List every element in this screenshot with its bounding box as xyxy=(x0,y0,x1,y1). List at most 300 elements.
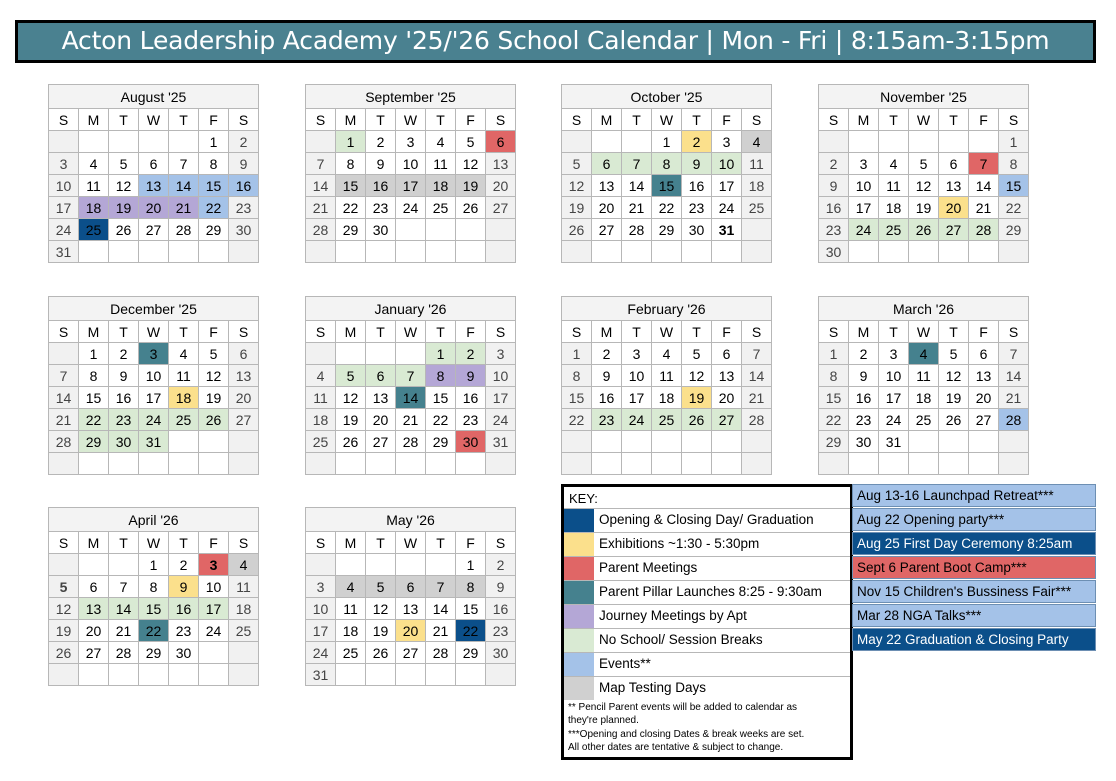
day-cell: 11 xyxy=(229,576,259,598)
month-calendar xyxy=(561,296,772,475)
legend-label: Exhibitions ~1:30 - 5:30pm xyxy=(599,536,760,551)
day-cell: 22 xyxy=(336,197,366,219)
day-cell: 27 xyxy=(396,642,426,664)
legend-swatch xyxy=(564,629,594,652)
day-cell: 25 xyxy=(426,197,456,219)
empty-cell xyxy=(336,241,366,263)
empty-cell xyxy=(879,241,909,263)
weekday-header: M xyxy=(79,109,109,131)
weekday-header: T xyxy=(109,321,139,343)
month-title: November '25 xyxy=(819,85,1029,109)
day-cell: 27 xyxy=(79,642,109,664)
weekday-header: F xyxy=(712,321,742,343)
day-cell: 3 xyxy=(486,343,516,365)
day-cell: 4 xyxy=(79,153,109,175)
empty-cell xyxy=(229,664,259,686)
empty-cell xyxy=(682,241,712,263)
day-cell: 27 xyxy=(969,409,999,431)
day-cell: 30 xyxy=(366,219,396,241)
day-cell: 13 xyxy=(139,175,169,197)
month-title: September '25 xyxy=(306,85,516,109)
empty-cell xyxy=(169,453,199,475)
legend-item xyxy=(564,508,850,532)
weekday-header: S xyxy=(229,321,259,343)
day-cell: 8 xyxy=(199,153,229,175)
day-cell: 23 xyxy=(849,409,879,431)
empty-cell xyxy=(306,343,336,365)
weekday-header: F xyxy=(199,109,229,131)
day-cell: 17 xyxy=(712,175,742,197)
day-cell: 12 xyxy=(366,598,396,620)
event-item xyxy=(852,556,1096,579)
weekday-header: M xyxy=(849,109,879,131)
day-cell: 24 xyxy=(199,620,229,642)
weekday-header: M xyxy=(336,321,366,343)
day-cell: 20 xyxy=(969,387,999,409)
day-cell: 22 xyxy=(426,409,456,431)
day-cell: 9 xyxy=(592,365,622,387)
empty-cell xyxy=(486,453,516,475)
weekday-header: S xyxy=(999,109,1029,131)
day-cell: 21 xyxy=(622,197,652,219)
day-cell: 11 xyxy=(169,365,199,387)
day-cell: 21 xyxy=(396,409,426,431)
month-title: October '25 xyxy=(562,85,772,109)
day-cell: 11 xyxy=(909,365,939,387)
empty-cell xyxy=(879,131,909,153)
day-cell: 3 xyxy=(49,153,79,175)
day-cell: 9 xyxy=(169,576,199,598)
legend-label: Journey Meetings by Apt xyxy=(599,608,747,623)
empty-cell xyxy=(139,453,169,475)
day-cell: 14 xyxy=(426,598,456,620)
weekday-header: W xyxy=(909,109,939,131)
day-cell: 26 xyxy=(49,642,79,664)
day-cell: 28 xyxy=(169,219,199,241)
day-cell: 27 xyxy=(939,219,969,241)
weekday-header: S xyxy=(562,109,592,131)
day-cell: 18 xyxy=(879,197,909,219)
empty-cell xyxy=(139,131,169,153)
day-cell: 18 xyxy=(742,175,772,197)
weekday-header: T xyxy=(169,321,199,343)
legend-label: Opening & Closing Day/ Graduation xyxy=(599,512,814,527)
month-title: May '26 xyxy=(306,508,516,532)
weekday-header: F xyxy=(456,321,486,343)
day-cell: 19 xyxy=(682,387,712,409)
day-cell: 8 xyxy=(336,153,366,175)
empty-cell xyxy=(366,241,396,263)
day-cell: 8 xyxy=(456,576,486,598)
day-cell: 11 xyxy=(79,175,109,197)
day-cell: 1 xyxy=(652,131,682,153)
day-cell: 25 xyxy=(909,409,939,431)
day-cell: 29 xyxy=(199,219,229,241)
empty-cell xyxy=(622,431,652,453)
day-cell: 18 xyxy=(909,387,939,409)
weekday-header: S xyxy=(819,109,849,131)
day-cell: 28 xyxy=(49,431,79,453)
day-cell: 12 xyxy=(456,153,486,175)
day-cell: 31 xyxy=(712,219,742,241)
day-cell: 22 xyxy=(652,197,682,219)
legend-item xyxy=(564,628,850,652)
day-cell: 22 xyxy=(562,409,592,431)
legend-item xyxy=(564,652,850,676)
event-item xyxy=(852,484,1096,507)
weekday-header: F xyxy=(969,109,999,131)
empty-cell xyxy=(622,453,652,475)
day-cell: 26 xyxy=(199,409,229,431)
day-cell: 15 xyxy=(79,387,109,409)
day-cell: 15 xyxy=(819,387,849,409)
weekday-header: F xyxy=(969,321,999,343)
day-cell: 16 xyxy=(229,175,259,197)
weekday-header: W xyxy=(139,109,169,131)
empty-cell xyxy=(652,241,682,263)
empty-cell xyxy=(849,131,879,153)
day-cell: 25 xyxy=(652,409,682,431)
empty-cell xyxy=(909,453,939,475)
weekday-header: M xyxy=(849,321,879,343)
day-cell: 25 xyxy=(79,219,109,241)
weekday-header: T xyxy=(426,109,456,131)
day-cell: 16 xyxy=(682,175,712,197)
legend-swatch xyxy=(564,557,594,580)
empty-cell xyxy=(682,453,712,475)
day-cell: 7 xyxy=(306,153,336,175)
day-cell: 7 xyxy=(426,576,456,598)
legend-label: Map Testing Days xyxy=(599,680,707,695)
day-cell: 3 xyxy=(879,343,909,365)
month-title: April '26 xyxy=(49,508,259,532)
day-cell: 24 xyxy=(139,409,169,431)
day-cell: 15 xyxy=(336,175,366,197)
empty-cell xyxy=(592,131,622,153)
day-cell: 6 xyxy=(79,576,109,598)
day-cell: 6 xyxy=(712,343,742,365)
empty-cell xyxy=(622,241,652,263)
day-cell: 9 xyxy=(366,153,396,175)
empty-cell xyxy=(109,453,139,475)
day-cell: 12 xyxy=(199,365,229,387)
weekday-header: S xyxy=(486,532,516,554)
empty-cell xyxy=(486,219,516,241)
empty-cell xyxy=(49,453,79,475)
day-cell: 20 xyxy=(486,175,516,197)
day-cell: 30 xyxy=(682,219,712,241)
day-cell: 18 xyxy=(306,409,336,431)
weekday-header: W xyxy=(652,109,682,131)
empty-cell xyxy=(562,131,592,153)
day-cell: 24 xyxy=(712,197,742,219)
weekday-header: T xyxy=(879,321,909,343)
day-cell: 4 xyxy=(306,365,336,387)
day-cell: 21 xyxy=(49,409,79,431)
empty-cell xyxy=(306,241,336,263)
day-cell: 23 xyxy=(819,219,849,241)
weekday-header: S xyxy=(486,321,516,343)
day-cell: 29 xyxy=(336,219,366,241)
empty-cell xyxy=(396,453,426,475)
day-cell: 28 xyxy=(622,219,652,241)
day-cell: 12 xyxy=(939,365,969,387)
day-cell: 21 xyxy=(169,197,199,219)
day-cell: 18 xyxy=(169,387,199,409)
weekday-header: T xyxy=(169,109,199,131)
day-cell: 23 xyxy=(592,409,622,431)
empty-cell xyxy=(969,431,999,453)
day-cell: 19 xyxy=(456,175,486,197)
day-cell: 21 xyxy=(742,387,772,409)
day-cell: 22 xyxy=(139,620,169,642)
day-cell: 2 xyxy=(456,343,486,365)
day-cell: 1 xyxy=(562,343,592,365)
empty-cell xyxy=(742,219,772,241)
empty-cell xyxy=(139,664,169,686)
legend-swatch xyxy=(564,581,594,604)
empty-cell xyxy=(426,664,456,686)
day-cell: 19 xyxy=(49,620,79,642)
day-cell: 5 xyxy=(682,343,712,365)
day-cell: 24 xyxy=(849,219,879,241)
day-cell: 30 xyxy=(229,219,259,241)
day-cell: 2 xyxy=(109,343,139,365)
day-cell: 24 xyxy=(486,409,516,431)
empty-cell xyxy=(562,453,592,475)
day-cell: 11 xyxy=(742,153,772,175)
weekday-header: T xyxy=(366,321,396,343)
empty-cell xyxy=(486,664,516,686)
day-cell: 21 xyxy=(306,197,336,219)
day-cell: 1 xyxy=(456,554,486,576)
day-cell: 3 xyxy=(139,343,169,365)
day-cell: 18 xyxy=(426,175,456,197)
day-cell: 1 xyxy=(199,131,229,153)
day-cell: 5 xyxy=(366,576,396,598)
day-cell: 5 xyxy=(909,153,939,175)
day-cell: 26 xyxy=(456,197,486,219)
weekday-header: T xyxy=(366,532,396,554)
event-text: May 22 Graduation & Closing Party xyxy=(857,632,1069,647)
weekday-header: T xyxy=(682,321,712,343)
day-cell: 10 xyxy=(49,175,79,197)
day-cell: 21 xyxy=(999,387,1029,409)
day-cell: 23 xyxy=(456,409,486,431)
month-calendar xyxy=(48,507,259,686)
day-cell: 29 xyxy=(79,431,109,453)
weekday-header: S xyxy=(306,321,336,343)
empty-cell xyxy=(456,664,486,686)
empty-cell xyxy=(939,453,969,475)
day-cell: 11 xyxy=(879,175,909,197)
empty-cell xyxy=(199,431,229,453)
empty-cell xyxy=(396,241,426,263)
day-cell: 6 xyxy=(969,343,999,365)
month-calendar xyxy=(305,84,516,263)
event-text: Sept 6 Parent Boot Camp*** xyxy=(857,560,1027,575)
empty-cell xyxy=(229,431,259,453)
empty-cell xyxy=(426,219,456,241)
empty-cell xyxy=(999,453,1029,475)
day-cell: 25 xyxy=(879,219,909,241)
day-cell: 14 xyxy=(969,175,999,197)
empty-cell xyxy=(456,453,486,475)
empty-cell xyxy=(682,431,712,453)
day-cell: 8 xyxy=(426,365,456,387)
legend-title: KEY: xyxy=(569,491,598,506)
day-cell: 17 xyxy=(396,175,426,197)
legend-item xyxy=(564,556,850,580)
day-cell: 3 xyxy=(306,576,336,598)
weekday-header: W xyxy=(652,321,682,343)
day-cell: 15 xyxy=(426,387,456,409)
legend-swatch xyxy=(564,677,594,700)
day-cell: 20 xyxy=(712,387,742,409)
day-cell: 3 xyxy=(396,131,426,153)
day-cell: 9 xyxy=(109,365,139,387)
day-cell: 10 xyxy=(879,365,909,387)
day-cell: 16 xyxy=(849,387,879,409)
month-calendar xyxy=(818,84,1029,263)
weekday-header: M xyxy=(592,321,622,343)
weekday-header: M xyxy=(592,109,622,131)
day-cell: 16 xyxy=(486,598,516,620)
legend-label: Parent Pillar Launches 8:25 - 9:30am xyxy=(599,584,822,599)
day-cell: 2 xyxy=(849,343,879,365)
legend-swatch xyxy=(564,533,594,556)
title-banner xyxy=(15,20,1096,63)
day-cell: 9 xyxy=(486,576,516,598)
day-cell: 26 xyxy=(562,219,592,241)
day-cell: 17 xyxy=(306,620,336,642)
day-cell: 15 xyxy=(139,598,169,620)
day-cell: 5 xyxy=(199,343,229,365)
day-cell: 29 xyxy=(999,219,1029,241)
empty-cell xyxy=(199,241,229,263)
day-cell: 21 xyxy=(109,620,139,642)
empty-cell xyxy=(969,131,999,153)
day-cell: 1 xyxy=(999,131,1029,153)
weekday-header: S xyxy=(306,109,336,131)
day-cell: 28 xyxy=(742,409,772,431)
day-cell: 27 xyxy=(592,219,622,241)
day-cell: 7 xyxy=(169,153,199,175)
month-calendar xyxy=(818,296,1029,475)
day-cell: 12 xyxy=(562,175,592,197)
day-cell: 2 xyxy=(682,131,712,153)
day-cell: 5 xyxy=(109,153,139,175)
day-cell: 25 xyxy=(169,409,199,431)
day-cell: 30 xyxy=(819,241,849,263)
day-cell: 20 xyxy=(592,197,622,219)
day-cell: 15 xyxy=(652,175,682,197)
weekday-header: T xyxy=(426,532,456,554)
day-cell: 14 xyxy=(999,365,1029,387)
weekday-header: W xyxy=(139,532,169,554)
legend-note: All other dates are tentative & subject to change. xyxy=(568,742,784,753)
empty-cell xyxy=(199,664,229,686)
month-title: December '25 xyxy=(49,297,259,321)
day-cell: 9 xyxy=(849,365,879,387)
day-cell: 14 xyxy=(109,598,139,620)
day-cell: 17 xyxy=(139,387,169,409)
empty-cell xyxy=(742,431,772,453)
day-cell: 14 xyxy=(169,175,199,197)
day-cell: 2 xyxy=(486,554,516,576)
day-cell: 19 xyxy=(109,197,139,219)
empty-cell xyxy=(169,664,199,686)
day-cell: 16 xyxy=(456,387,486,409)
day-cell: 13 xyxy=(486,153,516,175)
empty-cell xyxy=(49,554,79,576)
day-cell: 24 xyxy=(306,642,336,664)
day-cell: 7 xyxy=(622,153,652,175)
day-cell: 5 xyxy=(939,343,969,365)
weekday-header: S xyxy=(306,532,336,554)
day-cell: 13 xyxy=(366,387,396,409)
day-cell: 4 xyxy=(426,131,456,153)
weekday-header: S xyxy=(229,532,259,554)
day-cell: 4 xyxy=(879,153,909,175)
day-cell: 17 xyxy=(199,598,229,620)
day-cell: 13 xyxy=(712,365,742,387)
day-cell: 2 xyxy=(819,153,849,175)
empty-cell xyxy=(939,241,969,263)
day-cell: 17 xyxy=(622,387,652,409)
legend-note: ** Pencil Parent events will be added to calendar as xyxy=(568,702,798,713)
day-cell: 16 xyxy=(592,387,622,409)
day-cell: 25 xyxy=(336,642,366,664)
empty-cell xyxy=(909,131,939,153)
weekday-header: T xyxy=(109,532,139,554)
day-cell: 29 xyxy=(426,431,456,453)
day-cell: 18 xyxy=(336,620,366,642)
weekday-header: S xyxy=(819,321,849,343)
day-cell: 23 xyxy=(229,197,259,219)
day-cell: 8 xyxy=(999,153,1029,175)
day-cell: 28 xyxy=(396,431,426,453)
day-cell: 1 xyxy=(819,343,849,365)
event-text: Nov 15 Children's Bussiness Fair*** xyxy=(857,584,1072,599)
day-cell: 30 xyxy=(109,431,139,453)
day-cell: 12 xyxy=(682,365,712,387)
day-cell: 1 xyxy=(426,343,456,365)
day-cell: 2 xyxy=(366,131,396,153)
empty-cell xyxy=(366,664,396,686)
weekday-header: M xyxy=(79,532,109,554)
event-item xyxy=(852,604,1096,627)
empty-cell xyxy=(109,241,139,263)
weekday-header: T xyxy=(682,109,712,131)
day-cell: 24 xyxy=(396,197,426,219)
weekday-header: T xyxy=(939,321,969,343)
page-title: Acton Leadership Academy '25/'26 School Calendar | Mon - Fri | 8:15am-3:15pm xyxy=(61,26,1050,55)
day-cell: 13 xyxy=(939,175,969,197)
day-cell: 31 xyxy=(49,241,79,263)
day-cell: 11 xyxy=(336,598,366,620)
event-item xyxy=(852,628,1096,651)
empty-cell xyxy=(109,131,139,153)
day-cell: 30 xyxy=(849,431,879,453)
day-cell: 12 xyxy=(49,598,79,620)
empty-cell xyxy=(169,241,199,263)
legend-note: ***Opening and closing Dates & break weeks are set. xyxy=(568,729,805,740)
day-cell: 24 xyxy=(622,409,652,431)
day-cell: 6 xyxy=(939,153,969,175)
day-cell: 20 xyxy=(366,409,396,431)
empty-cell xyxy=(79,554,109,576)
